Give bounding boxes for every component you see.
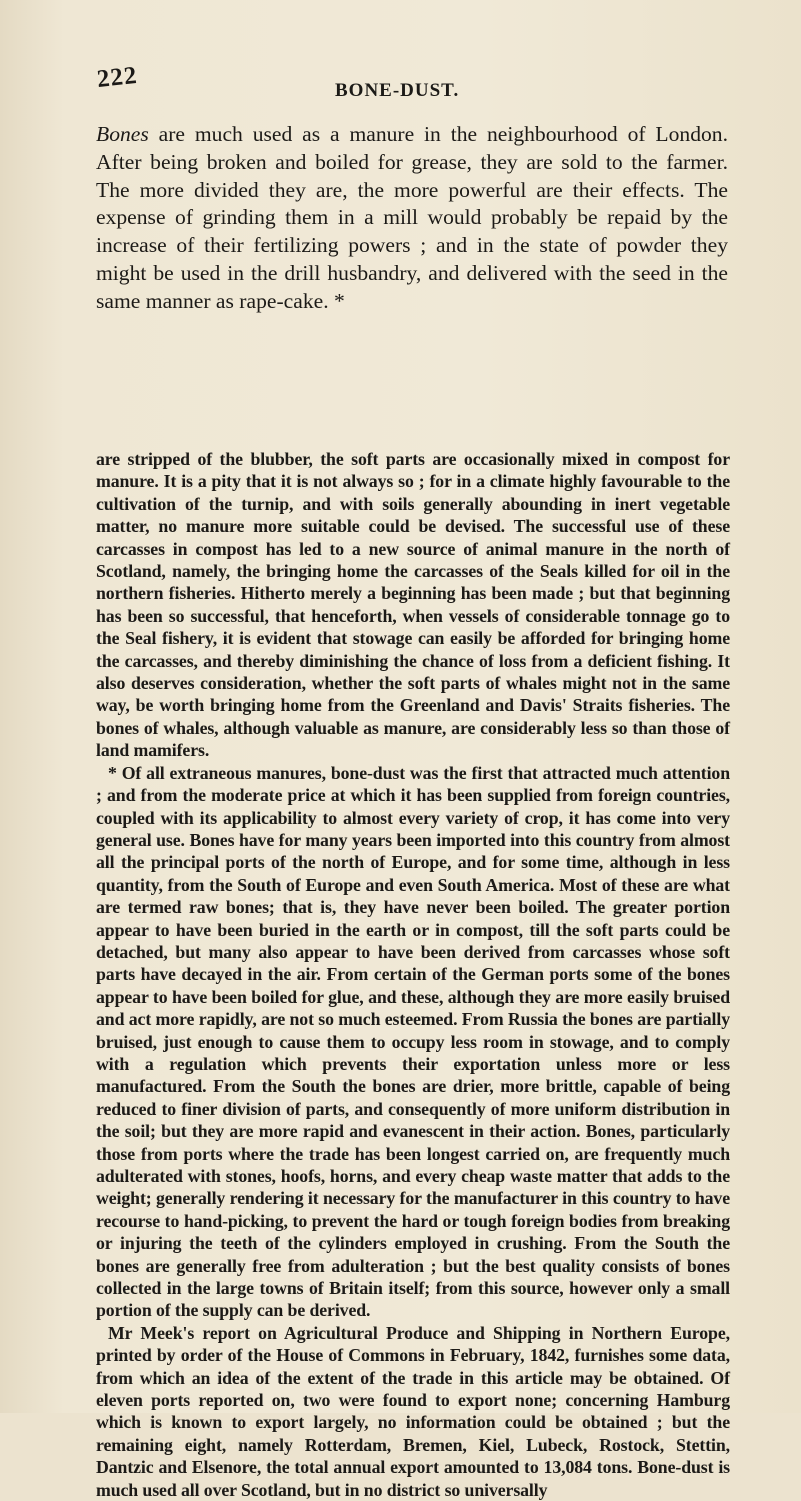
running-head: BONE-DUST.: [335, 80, 460, 101]
footnote-paragraph-bone-dust: * Of all extraneous manures, bone-dust was the first that attracted much attention ; and from the moderate price at which it has been supplied from foreign countries, coupled with its applicability to almost every variety of crop, it has come into very general use. Bones have for many years been imported into this country from almost all the principal ports of the north of Europe, and for some time, although in less quantity, from the South of Europe and even South America. Most of these are what are termed raw bones; that is, they have never been boiled. The greater portion appear to have been buried in the earth or in compost, till the soft parts could be detached, but many also appear to have been derived from carcasses whose soft parts have decayed in the air. From certain of the German ports some of the bones appear to have been boiled for glue, and these, although they are more easily bruised and act more rapidly, are not so much esteemed. From Russia the bones are partially bruised, just enough to cause them to occupy less room in stowage, and to comply with a regulation which prevents their exportation unless more or less manufactured. From the South the bones are drier, more brittle, capable of being reduced to finer division of parts, and consequently of more uniform distribution in the soil; but they are more rapid and evanescent in their action. Bones, particularly those from ports where the trade has been longest carried on, are frequently much adulterated with stones, hoofs, horns, and every cheap waste matter that adds to the weight; generally rendering it necessary for the manufacturer in this country to have recourse to hand-picking, to prevent the hard or tough foreign bodies from breaking or injuring the teeth of the cylinders employed in crushing. From the South the bones are generally free from adulteration ; but the best quality consists of bones collected in the large towns of Britain itself; from this source, however only a small portion of the supply can be derived.: [96, 762, 730, 1321]
main-text-block: [96, 121, 728, 316]
page-number: 222: [95, 61, 139, 94]
main-paragraph: [96, 121, 728, 316]
footnote-paragraph-continued: are stripped of the blubber, the soft parts are occasionally mixed in compost for manure. It is a pity that it is not always so ; for in a climate highly favourable to the cultivation of the turnip, and with soils generally abounding in inert vegetable matter, no manure more suitable could be devised. The successful use of these carcasses in compost has led to a new source of animal manure in the north of Scotland, namely, the bringing home the carcasses of the Seals killed for oil in the northern fisheries. Hitherto merely a beginning has been made ; but that beginning has been so successful, that henceforth, when vessels of considerable tonnage go to the Seal fishery, it is evident that stowage can easily be afforded for bringing home the carcasses, and thereby diminishing the chance of loss from a deficient fishing. It also deserves consideration, whether the soft parts of whales might not in the same way, be worth bringing home from the Greenland and Davis' Straits fisheries. The bones of whales, although valuable as manure, are considerably less so than those of land mamifers.: [96, 449, 730, 761]
footnote-block: [96, 448, 730, 1501]
footnote-paragraph-meek-report: Mr Meek's report on Agricultural Produce and Shipping in Northern Europe, printed by order of the House of Commons in February, 1842, furnishes some data, from which an idea of the extent of the trade in this article may be obtained. Of eleven ports reported on, two were found to export none; concerning Hamburg which is known to export largely, no information could be obtained ; but the remaining eight, namely Rotterdam, Bremen, Kiel, Lubeck, Rostock, Stettin, Dantzic and Elsenore, the total annual export amounted to 13,084 tons. Bone-dust is much used all over Scotland, but in no district so universally: [96, 1322, 730, 1500]
lead-word: Bones: [96, 122, 149, 146]
main-paragraph-body: are much used as a manure in the neighbourhood of London. After being broken and boiled for grease, they are sold to the farmer. The more divided they are, the more powerful are their effects. The expense of grinding them in a mill would probably be repaid by the increase of their fertilizing powers ; and in the state of powder they might be used in the drill husbandry, and delivered with the seed in the same manner as rape-cake. *: [96, 122, 728, 313]
